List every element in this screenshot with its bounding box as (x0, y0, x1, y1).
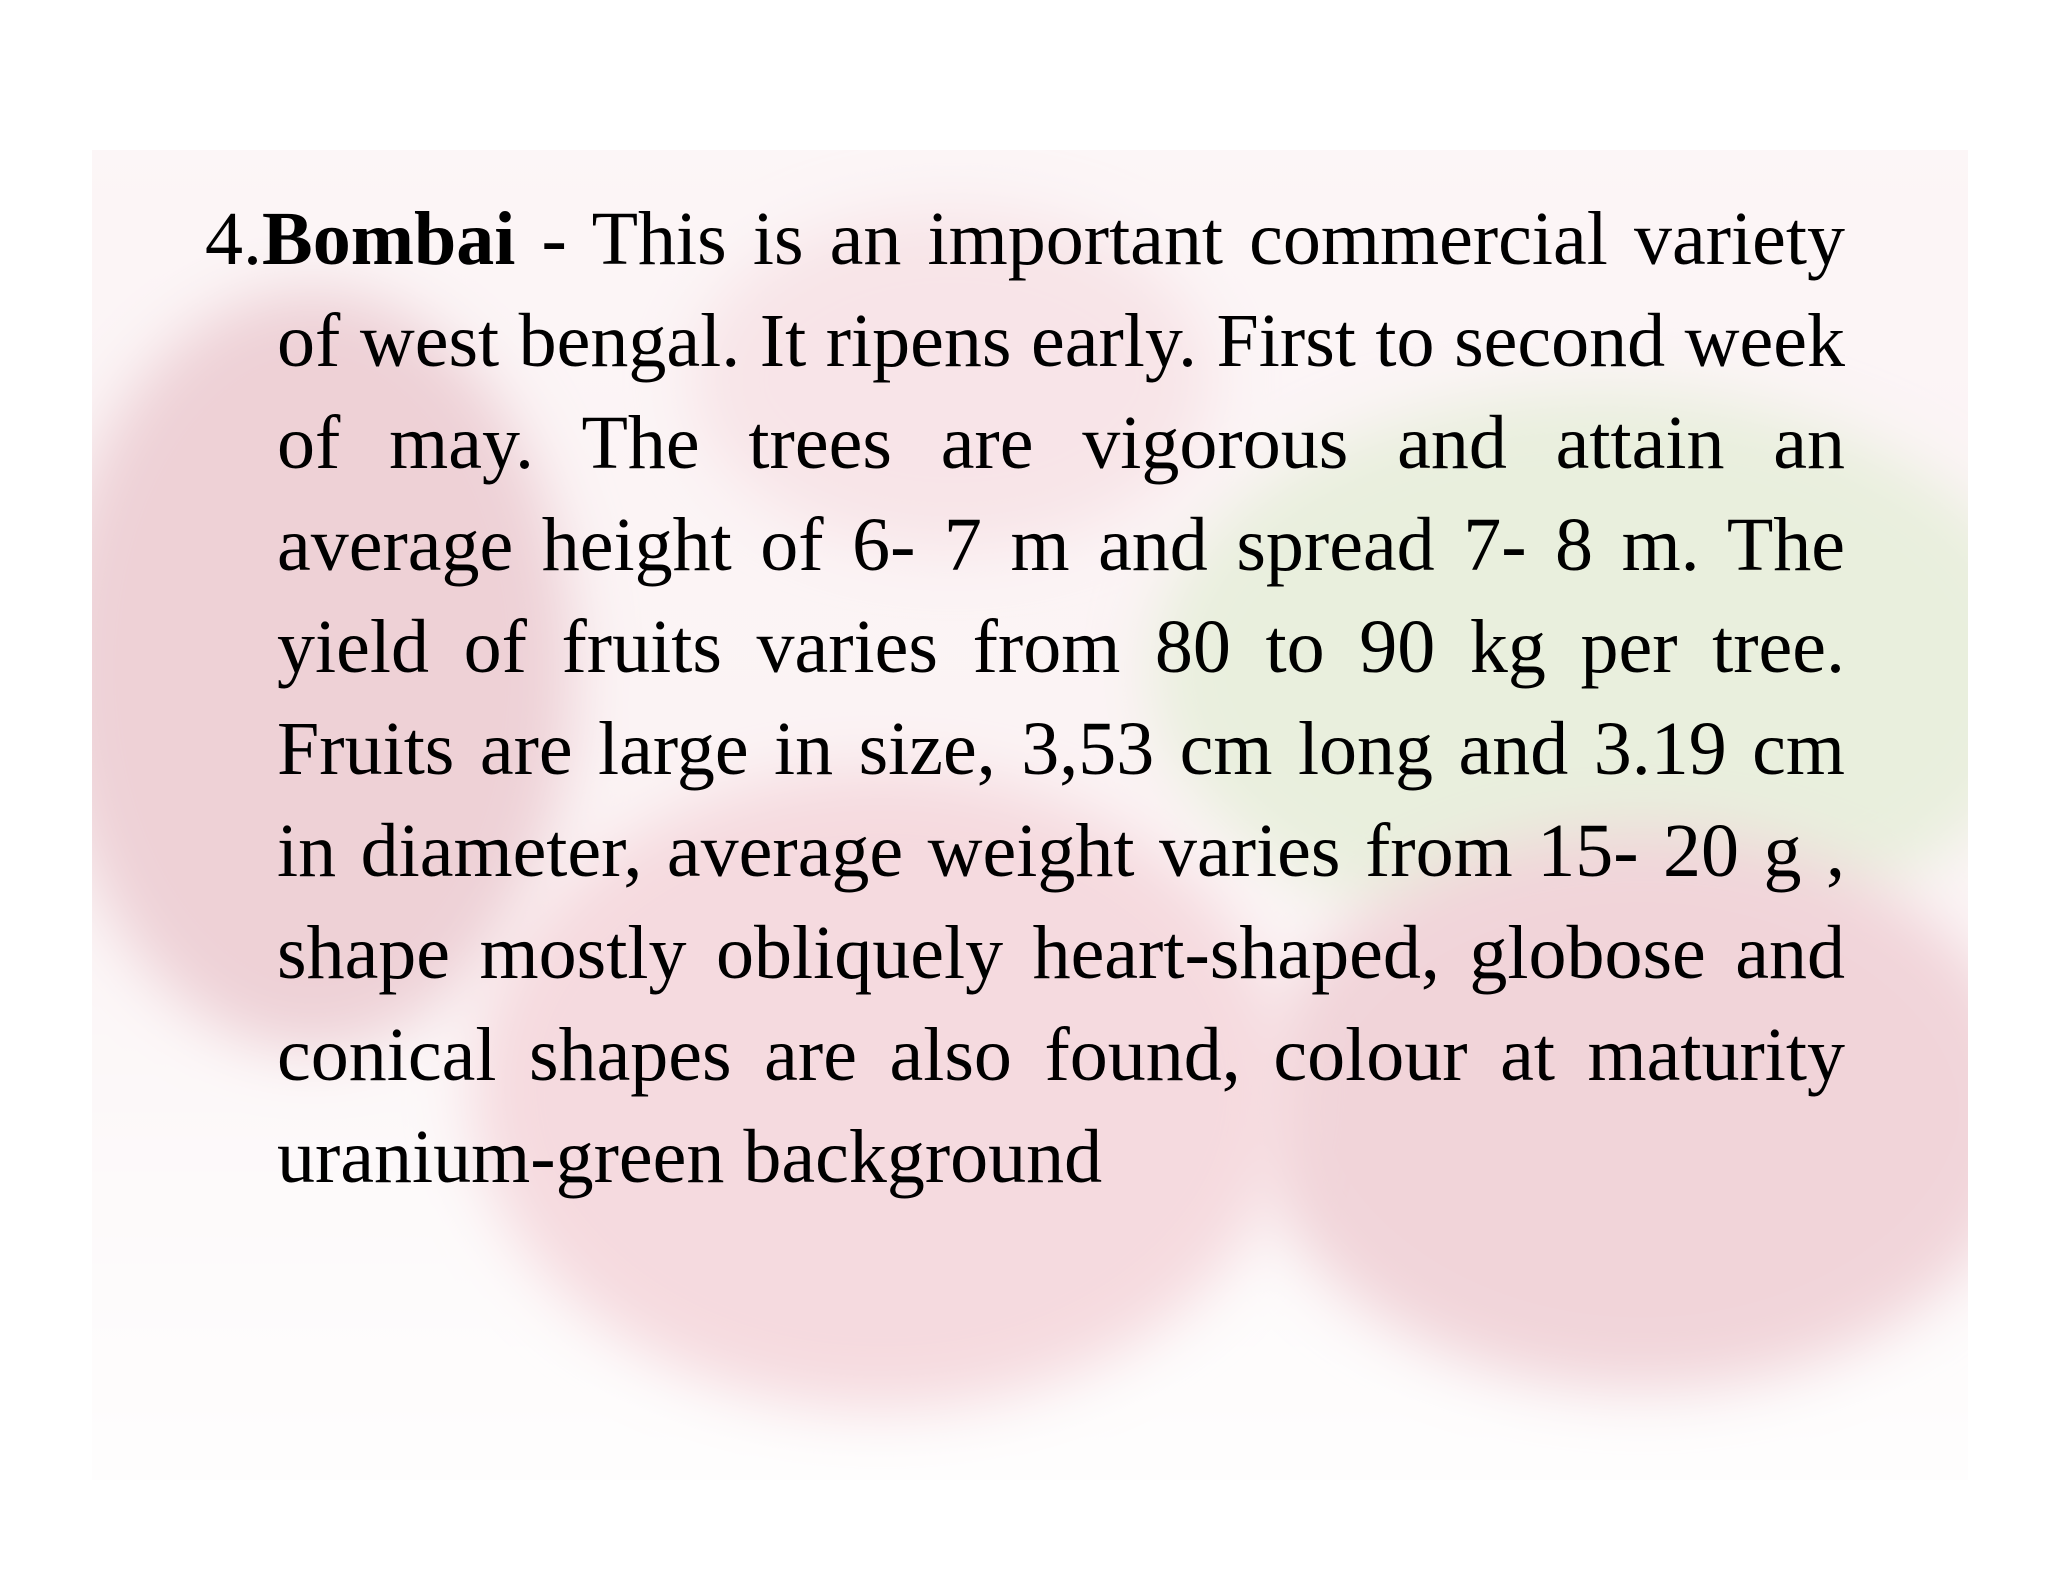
variety-name: Bombai (262, 197, 516, 281)
item-number: 4. (205, 197, 262, 281)
slide-text (205, 188, 1845, 1208)
variety-body-text: - This is an important commercial variety of west bengal. It ripens early. First to second week of may. The trees are vigorous and attain an average height of 6- 7 m and spread 7- 8 m. The yield of fruits varies from 80 to 90 kg per tree. Fruits are large in size, 3,53 cm long and 3.19 cm in diameter, average weight varies from 15- 20 g , shape mostly obliquely heart-shaped, globose and conical shapes are also found, colour at maturity uranium-green background (277, 197, 1845, 1199)
variety-description (205, 188, 1845, 1208)
